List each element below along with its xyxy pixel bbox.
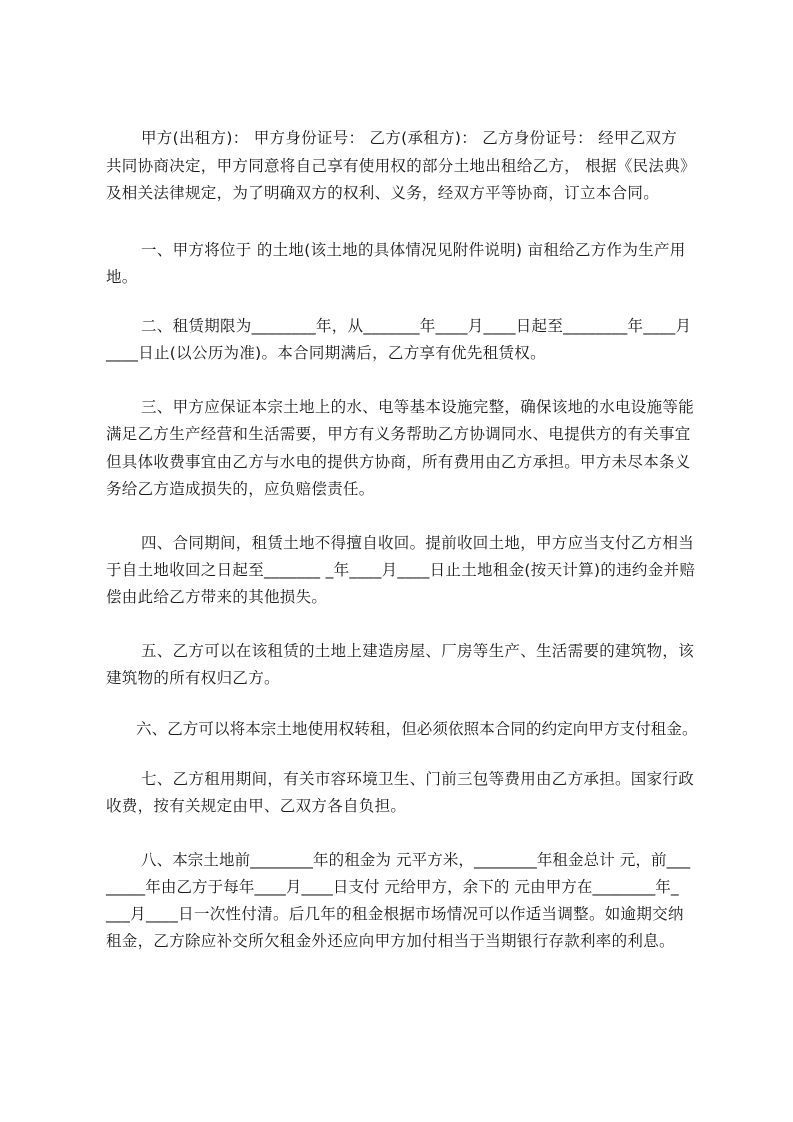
text-line: 满足乙方生产经营和生活需要，甲方有义务帮助乙方协调同水、电提供方的有关事宜: [106, 425, 691, 443]
text-line: ___月____日一次性付清。后几年的租金根据市场情况可以作适当调整。如逾期交纳: [106, 905, 684, 923]
text-line: 三、甲方应保证本宗土地上的水、电等基本设施完整，确保该地的水电设施等能: [141, 398, 695, 416]
text-line: 四、合同期间，租赁土地不得擅自收回。提前收回土地，甲方应当支付乙方相当: [141, 534, 695, 552]
text-line: 及相关法律规定，为了明确双方的权利、义务，经双方平等协商，订立本合同。: [106, 184, 660, 202]
text-line: 建筑物的所有权归乙方。: [106, 669, 280, 687]
text-line: 共同协商决定，甲方同意将自己享有使用权的部分土地出租给乙方， 根据《民法典》: [106, 157, 696, 175]
text-line: 五、乙方可以在该租赁的土地上建造房屋、厂房等生产、生活需要的建筑物，该: [141, 642, 695, 660]
text-line: 甲方(出租方)： 甲方身份证号： 乙方(承租方)： 乙方身份证号： 经甲乙双方: [141, 129, 678, 147]
text-line: 收费，按有关规定由甲、乙双方各自负担。: [106, 797, 407, 815]
text-line: ____日止(以公历为准)。本合同期满后，乙方享有优先租赁权。: [106, 344, 546, 362]
text-line: 于自土地收回之日起至_______ _年____月____日止土地租金(按天计算)的违约金并赔: [106, 561, 696, 579]
text-line: 务给乙方造成损失的，应负赔偿责任。: [106, 480, 375, 498]
text-line: 但具体收费事宜由乙方与水电的提供方协商，所有费用由乙方承担。甲方未尽本条义: [106, 453, 691, 471]
text-line: 偿由此给乙方带来的其他损失。: [106, 588, 328, 606]
text-line: 一、甲方将位于 的土地(该土地的具体情况见附件说明) 亩租给乙方作为生产用: [141, 241, 686, 259]
text-line: 二、租赁期限为________年，从_______年____月____日起至________年____月: [141, 317, 692, 335]
text-line: _____年由乙方于每年____月____日支付 元给甲方，余下的 元由甲方在________年_: [106, 878, 679, 896]
text-line: 七、乙方租用期间，有关市容环境卫生、门前三包等费用由乙方承担。国家行政: [141, 770, 695, 788]
text-line: 租金，乙方除应补交所欠租金外还应向甲方加付相当于当期银行存款利率的利息。: [106, 932, 675, 950]
text-line: 八、本宗土地前________年的租金为 元平方米，________年租金总计 元，前___: [141, 851, 691, 869]
text-line: 地。: [106, 268, 138, 286]
text-line: 六、乙方可以将本宗土地使用权转租，但必须依照本合同的约定向甲方支付租金。: [136, 720, 698, 738]
